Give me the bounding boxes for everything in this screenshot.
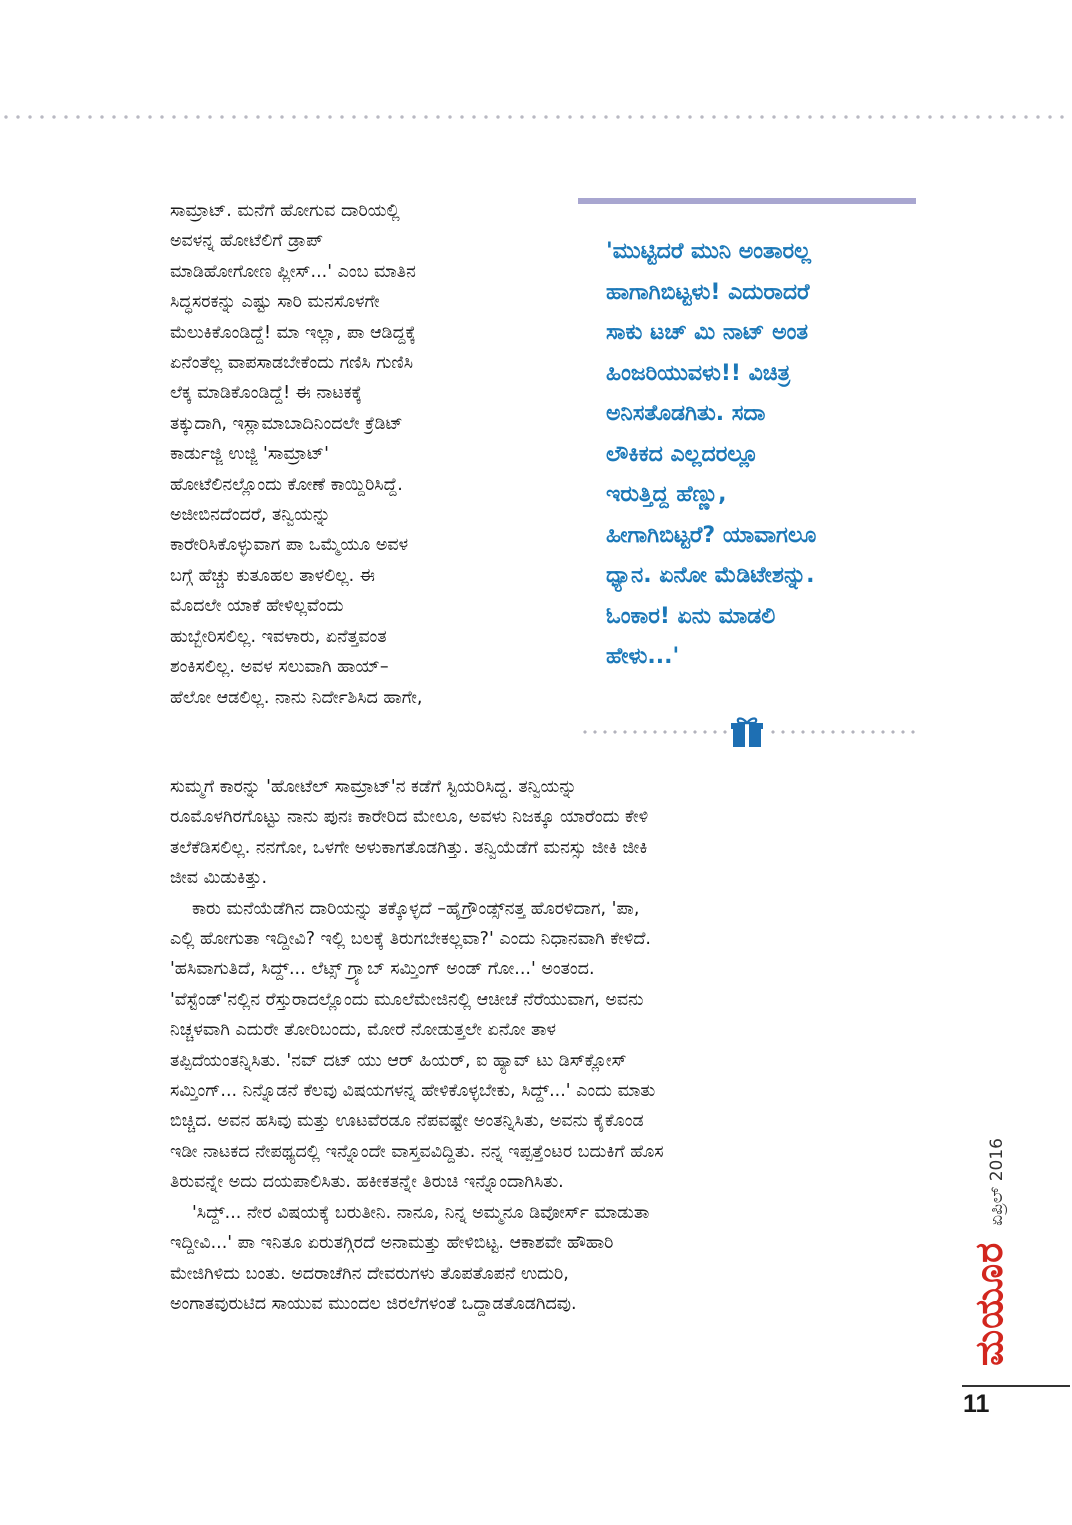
text-line: ಸಿದ್ಧಸರಕನ್ನು ಎಷ್ಟು ಸಾರಿ ಮನಸೊಳಗೇ: [170, 292, 380, 313]
text-line: ಕಾರ್ಡುಜ್ಜಿ ಉಜ್ಜಿ 'ಸಾಮ್ರಾಟ್': [170, 444, 329, 465]
page-number: 11: [963, 1390, 990, 1418]
pull-quote-bar: [578, 198, 916, 204]
text-line: ಮೆಲುಕಿಕೊಂಡಿದ್ದೆ! ಮಾ ಇಲ್ಲಾ, ಪಾ ಆಡಿದ್ದಕ್ಕೆ: [170, 322, 416, 343]
text-line: ಹೆಲೋ ಆಡಲಿಲ್ಲ. ನಾನು ನಿರ್ದೇಶಿಸಿದ ಹಾಗೇ,: [170, 687, 423, 708]
text-line: ಅಂಗಾತವುರುಟಿದ ಸಾಯುವ ಮುಂದಲ ಜಿರಲೆಗಳಂತೆ ಒದ್ದಾಡತೊಡಗಿದವು.: [170, 1293, 577, 1314]
pull-quote-line: ಹೀಗಾಗಿಬಿಟ್ಟರೆ? ಯಾವಾಗಲೂ: [606, 522, 817, 548]
text-line: ಮೇಜಿಗಿಳಿದು ಬಂತು. ಅದರಾಚೆಗಿನ ದೇವರುಗಳು ತೊಪತೊಪನೆ ಉದುರಿ,: [170, 1263, 569, 1284]
left-text-column: [170, 196, 565, 713]
text-line: 'ವೆಸ್ಟೆಂಡ್'ನಲ್ಲಿನ ರೆಸ್ತುರಾದಲ್ಲೊಂದು ಮೂಲೆಮೇಜಿನಲ್ಲಿ ಆಚೀಚೆ ನೆರೆಯುವಾಗ, ಅವನು: [170, 989, 644, 1010]
body-text: [170, 772, 915, 1319]
text-line: ತಪ್ಪಿದೆಯಂತನ್ನಿಸಿತು. 'ನವ್ ದಟ್ ಯು ಆರ್ ಹಿಯರ್, ಐ ಹ್ಯಾವ್ ಟು ಡಿಸ್‌ಕ್ಲೋಸ್: [170, 1050, 627, 1071]
gift-icon: [730, 715, 764, 749]
text-line: ಏನೆಂತೆಲ್ಲ ವಾಪಸಾಡಬೇಕೆಂದು ಗಣಿಸಿ ಗುಣಿಸಿ: [170, 353, 413, 374]
text-line: ಹುಬ್ಬೇರಿಸಲಿಲ್ಲ. ಇವಳಾರು, ಏನೆತ್ತವಂತ: [170, 626, 387, 647]
side-label: [966, 1138, 1012, 1366]
text-line: ಎಲ್ಲಿ ಹೋಗುತಾ ಇದ್ದೀವಿ? ಇಲ್ಲಿ ಬಲಕ್ಕೆ ತಿರುಗಬೇಕಲ್ಲವಾ?' ಎಂದು ನಿಧಾನವಾಗಿ ಕೇಳಿದೆ.: [170, 929, 651, 950]
pull-quote-line: ಹಾಗಾಗಿಬಿಟ್ಟಳು! ಎದುರಾದರೆ: [606, 279, 810, 305]
text-line: ಮೊದಲೇ ಯಾಕೆ ಹೇಳಿಲ್ಲವೆಂದು: [170, 596, 344, 617]
pull-quote-line: ಓಂಕಾರ! ಏನು ಮಾಡಲಿ: [606, 603, 776, 629]
text-line: ಕಾರೇರಿಸಿಕೊಳ್ಳುವಾಗ ಪಾ ಒಮ್ಮೆಯೂ ಅವಳ: [170, 535, 409, 556]
quote-dots-left: [580, 729, 730, 735]
pull-quote-line: 'ಮುಟ್ಟಿದರೆ ಮುನಿ ಅಂತಾರಲ್ಲ: [606, 239, 811, 264]
text-line: ಮಾಡಿಹೋಗೋಣ ಪ್ಲೀಸ್...' ಎಂಬ ಮಾತಿನ: [170, 261, 416, 282]
text-line: 'ಸಿದ್ದ್... ನೇರ ವಿಷಯಕ್ಕೆ ಬರುತೀನಿ. ನಾನೂ, ನಿನ್ನ ಅಮ್ಮನೂ ಡಿವೋರ್ಸ್ ಮಾಡುತಾ: [192, 1202, 650, 1223]
text-line: ಬಿಚ್ಚಿದ. ಅವನ ಹಸಿವು ಮತ್ತು ಊಟವೆರಡೂ ನೆಪವಷ್ಟೇ ಅಂತನ್ನಿಸಿತು, ಅವನು ಕೈಕೊಂಡ: [170, 1111, 644, 1132]
text-line: ಅಜೀಬಿನದೆಂದರೆ, ತನ್ವಿಯನ್ನು: [170, 505, 331, 526]
pull-quote-line: ಧ್ಯಾನ. ಏನೋ ಮೆಡಿಟೇಶನ್ನು.: [606, 563, 815, 588]
text-line: ರೂಮೊಳಗಿರಗೊಟ್ಟು ನಾನು ಪುನಃ ಕಾರೇರಿದ ಮೇಲೂ, ಅವಳು ನಿಜಕ್ಕೂ ಯಾರೆಂದು ಕೇಳಿ: [170, 807, 649, 828]
text-line: ತಿರುವನ್ನೇ ಅದು ದಯಪಾಲಿಸಿತು. ಹಕೀಕತನ್ನೇ ತಿರುಚಿ ಇನ್ನೊಂದಾಗಿಸಿತು.: [170, 1172, 564, 1193]
text-line: ತಕ್ಕುದಾಗಿ, ಇಸ್ಲಾಮಾಬಾದಿನಿಂದಲೇ ಕ್ರೆಡಿಟ್: [170, 413, 403, 434]
text-line: ಹೋಟೆಲಿನಲ್ಲೊಂದು ಕೋಣೆ ಕಾಯ್ದಿರಿಸಿದ್ದೆ.: [170, 474, 403, 495]
pull-quote-line: ಹಿಂಜರಿಯುವಳು!! ವಿಚಿತ್ರ: [606, 360, 791, 386]
folio-rule: [962, 1385, 1070, 1387]
pull-quote-line: ಅನಿಸತೊಡಗಿತು. ಸದಾ: [606, 401, 766, 426]
text-line: ಲೆಕ್ಕ ಮಾಡಿಕೊಂಡಿದ್ದೆ! ಈ ನಾಟಕಕ್ಕೆ: [170, 383, 362, 404]
text-line: ಇದ್ದೀವಿ...' ಪಾ ಇನಿತೂ ಏರುತಗ್ಗಿರದೆ ಅನಾಮತ್ತು ಹೇಳಿಬಿಟ್ಟ. ಆಕಾಶವೇ ಹೌಹಾರಿ: [170, 1233, 614, 1254]
quote-dots-right: [768, 729, 918, 735]
text-line: 'ಹಸಿವಾಗುತಿದೆ, ಸಿದ್ದ್... ಲೆಟ್ಸ್ ಗ್ರ್ಯಾಬ್ ಸಮ್ತಿಂಗ್ ಅಂಡ್ ಗೋ...' ಅಂತಂದ.: [170, 959, 595, 980]
text-line: ತಲೆಕೆಡಿಸಲಿಲ್ಲ. ನನಗೋ, ಒಳಗೇ ಅಳುಕಾಗತೊಡಗಿತ್ತು. ತನ್ವಿಯೆಡೆಗೆ ಮನಸ್ಸು ಜೀಕಿ ಜೀಕಿ: [170, 837, 648, 858]
pull-quote-line: ಸಾಕು ಟಚ್ ಮಿ ನಾಟ್ ಅಂತ: [606, 320, 808, 345]
text-line: ಕಾರು ಮನೆಯೆಡೆಗಿನ ದಾರಿಯನ್ನು ತಕ್ಕೊಳ್ಳದೆ –ಹೈಗ್ರೌಂಡ್ಸ್‌ನತ್ತ ಹೊರಳಿದಾಗ, 'ಪಾ,: [192, 898, 640, 919]
pull-quote-line: ಇರುತ್ತಿದ್ದ ಹೆಣ್ಣು,: [606, 482, 727, 507]
pull-quote: [606, 232, 926, 678]
pull-quote-line: ಹೇಳು...': [606, 644, 680, 669]
text-line: ಶಂಕಿಸಲಿಲ್ಲ. ಅವಳ ಸಲುವಾಗಿ ಹಾಯ್–: [170, 657, 389, 678]
top-dotted-divider: [0, 114, 1072, 120]
text-line: ಸಮ್ತಿಂಗ್... ನಿನ್ನೊಡನೆ ಕೆಲವು ವಿಷಯಗಳನ್ನ ಹೇಳಿಕೊಳ್ಳಬೇಕು, ಸಿದ್ದ್...' ಎಂದು ಮಾತು: [170, 1081, 656, 1102]
text-line: ನಿಚ್ಚಳವಾಗಿ ಎದುರೇ ತೋರಿಬಂದು, ಮೋರೆ ನೋಡುತ್ತಲೇ ಏನೋ ತಾಳ: [170, 1020, 556, 1041]
text-line: ಸುಮ್ಮಗೆ ಕಾರನ್ನು 'ಹೋಟೆಲ್ ಸಾಮ್ರಾಟ್'ನ ಕಡೆಗೆ ಸ್ಟಿಯರಿಸಿದ್ದ. ತನ್ವಿಯನ್ನು: [170, 777, 577, 797]
text-line: ಇಡೀ ನಾಟಕದ ನೇಪಥ್ಯದಲ್ಲಿ ಇನ್ನೊಂದೇ ವಾಸ್ತವವಿದ್ದಿತು. ನನ್ನ ಇಪ್ಪತ್ತೆಂಟರ ಬದುಕಿಗೆ ಹೊಸ: [170, 1141, 664, 1162]
issue-date: ಏಪ್ರಿಲ್ 2016: [987, 1138, 1007, 1226]
text-line: ಅವಳನ್ನ ಹೋಟೆಲಿಗೆ ಡ್ರಾಪ್: [170, 231, 323, 252]
magazine-logo: ಮಯೂರ: [966, 1241, 1011, 1366]
text-line: ಬಗ್ಗೆ ಹೆಚ್ಚು ಕುತೂಹಲ ತಾಳಲಿಲ್ಲ. ಈ: [170, 565, 375, 586]
text-line: ಜೀವ ಮಿಡುಕಿತ್ತು.: [170, 868, 268, 889]
text-line: ಸಾಮ್ರಾಟ್. ಮನೆಗೆ ಹೋಗುವ ದಾರಿಯಲ್ಲಿ: [170, 201, 400, 221]
pull-quote-line: ಲೌಕಿಕದ ಎಲ್ಲದರಲ್ಲೂ: [606, 441, 759, 467]
